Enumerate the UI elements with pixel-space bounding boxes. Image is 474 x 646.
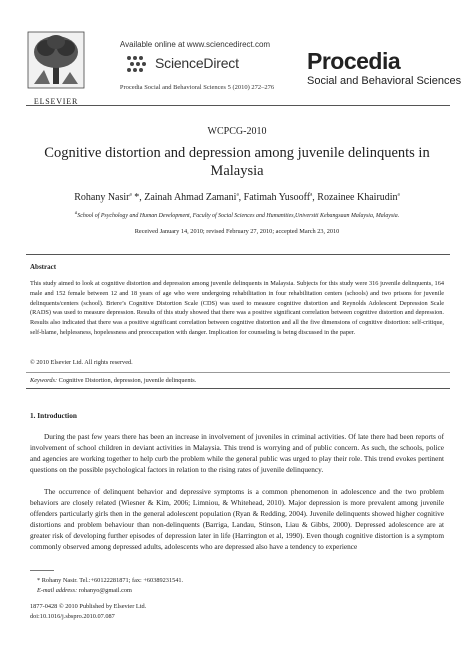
affiliation-mark: a bbox=[74, 211, 78, 216]
sciencedirect-logo bbox=[125, 53, 275, 75]
sciencedirect-wordmark: ScienceDirect bbox=[155, 55, 239, 71]
copyright-line: © 2010 Elsevier Ltd. All rights reserved. bbox=[30, 359, 133, 366]
abstract-top-rule bbox=[26, 254, 450, 255]
affiliation bbox=[20, 211, 454, 219]
corresponding-mark: * bbox=[131, 192, 140, 203]
intro-paragraph-1: During the past few years there has been an increase in involvement of juveniles in criminal activities. Of late there had been reports of involvement of school children in deviant activities in Malaysia. This trend is worrying and of public concern. As such, the schools, police and agencies are working together to help curb the problem while the general public was urged to play their role. This trend evokes pertinent questions on the possible psychological factors in relation to the rising rates of juvenile delinquency. bbox=[30, 432, 444, 474]
issn-line: 1877-0428 © 2010 Published by Elsevier Ltd. bbox=[30, 603, 147, 610]
author-name: Zainah Ahmad Zamani bbox=[144, 192, 237, 203]
author-name: Rozainee Khairudin bbox=[317, 192, 398, 203]
conference-label: WCPCG-2010 bbox=[207, 126, 267, 137]
keywords-text: Cognitive Distortion, depression, juvenile delinquents. bbox=[57, 377, 197, 384]
doi-line: doi:10.1016/j.sbspro.2010.07.087 bbox=[30, 613, 115, 620]
email-label: E-mail address: bbox=[37, 587, 78, 594]
author-list: Rohany Nasir$^a$ *, Zainah Ahmad Zamani$^a$, Fatimah Yusooff$^a$, Rozainee Khairudin$^a$ bbox=[74, 192, 400, 203]
section-heading: 1. Introduction bbox=[30, 411, 77, 420]
available-online-text: Available online at www.sciencedirect.com bbox=[119, 40, 271, 49]
journal-reference: Procedia Social and Behavioral Sciences 5 (2010) 272–276 bbox=[119, 84, 275, 91]
header-rule bbox=[26, 105, 450, 106]
elsevier-logo bbox=[26, 30, 86, 106]
keywords-label: Keywords: bbox=[30, 377, 58, 384]
email-address: rohanyo@gmail.com bbox=[77, 587, 132, 594]
procedia-title: Procedia bbox=[307, 48, 401, 74]
abstract-text: This study aimed to look at cognitive distortion and depression among juvenile delinquents in Malaysia. Subjects for this study were 316 juvenile delinquents, 164 male and 152 female between 12 and 18 years of age who were undergoing rehabilitation in four rehabilitation centers (schools) and two prisons for juvenile delinquents/centers (school). Briere’s Cognitive Distortion Scale (CDS) was used to measure cognitive distortion and Reynolds Adolescent Depression Scale (RADS) was used to measure depression. Results of this study showed that there was a positive significant correlation between cognitive distortion and depression. Results also indicated that there was a positive significant correlation between cognitive distortion and all the five dimensions of cognitive distortion: self-critique, self-blame, helplessness, hopelessness and preoccupation with danger. Implication for counseling is being discussed in the paper. bbox=[30, 280, 444, 336]
keywords-line bbox=[30, 376, 196, 386]
sciencedirect-dots-icon bbox=[125, 54, 153, 74]
author-affiliation-mark: a bbox=[397, 192, 400, 198]
author-affiliation-mark: a bbox=[129, 192, 132, 198]
keywords-rule bbox=[26, 372, 450, 373]
elsevier-tree-icon bbox=[26, 30, 86, 90]
intro-paragraph-2: The occurrence of delinquent behavior and depressive symptoms is a common phenomenon in adolescence and the two problem behaviors are closely related (Wiesner & Kim, 2006; Limniou, & Whitehead, 2010). Major depression is more prevalent among juvenile offenders particularly girls then in the general adolescent population (Ryan & Redding, 2004). Juvenile delinquents showed higher cognitive distortions and problem behaviour than non-delinquents (Barriga, Landau, Stinson, Liau & Gibbs, 2000). Depressed adolescence are at greater risk of developing further episodes of depression later in life (Harrington et al, 1990). Even though cognitive distortion is a symptom commonly observed among depressed adults, adolescents who are depressed also have a tendency to experience bbox=[30, 487, 444, 551]
abstract-heading: Abstract bbox=[30, 263, 57, 271]
procedia-subtitle: Social and Behavioral Sciences bbox=[307, 75, 462, 87]
author-name: Rohany Nasir bbox=[74, 192, 130, 203]
author-affiliation-mark: a bbox=[310, 192, 313, 198]
author-affiliation-mark: a bbox=[236, 192, 239, 198]
corresponding-author-note: * Rohany Nasir. Tel.:+60122281871; fax: +60389231541. bbox=[37, 577, 184, 584]
paper-title-line-2: Malaysia bbox=[210, 163, 264, 179]
publisher-name: ELSEVIER bbox=[33, 97, 79, 106]
paper-title bbox=[0, 144, 474, 180]
paper-title-line-1: Cognitive distortion and depression among juvenile delinquents in bbox=[44, 145, 430, 161]
received-dates: Received January 14, 2010; revised February 27, 2010; accepted March 23, 2010 bbox=[134, 228, 340, 235]
affiliation-text: School of Psychology and Human Development, Faculty of Social Sciences and Humanities,Universiti Kebangsaan Malaysia, Malaysia. bbox=[77, 212, 400, 219]
email-note bbox=[37, 586, 132, 596]
footnote-rule bbox=[30, 570, 54, 571]
author-name: Fatimah Yusooff bbox=[243, 192, 311, 203]
abstract-bottom-rule bbox=[26, 388, 450, 389]
